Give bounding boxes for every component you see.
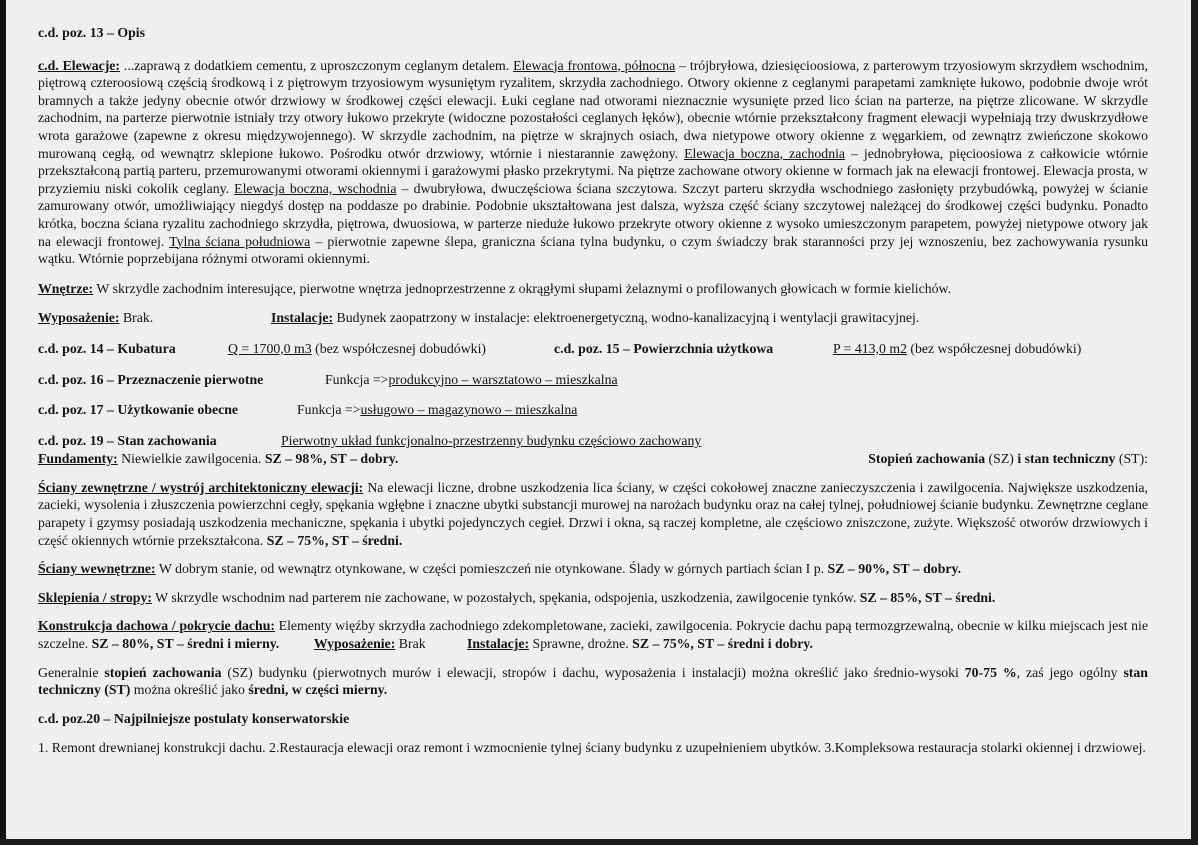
poz19-row (38, 432, 1148, 450)
sciany-zewnetrzne-paragraph (38, 479, 1148, 549)
elewacja-frontowa-label: Elewacja frontowa, północna (513, 57, 676, 73)
wyposazenie-label: Wyposażenie: (38, 310, 120, 326)
generalnie-bold-1: stopień zachowania (104, 664, 222, 680)
powierzchnia-note: (bez współczesnej dobudówki) (906, 340, 1082, 356)
wyposazenie2-text: Brak (395, 636, 426, 652)
elewacje-text-3: – jednobryłowa, pięcioosiowa z całkowicie wtórnie przekształconą partią parteru, przemurowanymi otworami okiennymi i garażowymi płasko przekrytymi. Na piętrze zachowane otwory okienne w formach jak na elewacji frontowej. Elewacja prosta, w przyziemiu niski cokolik ceglany. (38, 145, 1148, 196)
poz20-text: 1. Remont drewnianej konstrukcji dachu. 2.Restauracja elewacji oraz remont i wzmocnienie tylnej ściany budynku z uzupełnieniem ubytków. 3.Kompleksowa restauracja stolarki okiennej i drzwiowej. (38, 740, 1146, 756)
scan-edge-left (0, 0, 6, 845)
poz16-value: produkcyjno – warsztatowo – mieszkalna (388, 371, 618, 387)
elewacje-label: c.d. Elewacje: (38, 57, 121, 73)
instalacje2-rating: SZ – 75%, ST – średni i dobry. (632, 636, 813, 652)
sciana-tylna-label: Tylna ściana południowa (169, 233, 311, 249)
poz16-prefix: Funkcja => (325, 371, 389, 387)
poz17-row (38, 401, 1148, 419)
dach-paragraph (38, 617, 1148, 652)
sklepienia-paragraph (38, 589, 1148, 607)
rating-legend (868, 450, 1148, 468)
wnetrze-label: Wnętrze: (38, 280, 94, 296)
poz19-value: Pierwotny układ funkcjonalno-przestrzenny budynku częściowo zachowany (281, 432, 702, 448)
instalacje2-text: Sprawne, drożne. (529, 636, 633, 652)
dach-rating: SZ – 80%, ST – średni i mierny. (91, 636, 280, 652)
elewacje-text-5: – pierwotnie zapewne ślepa, graniczna ściana tylna budynku, o czym świadczy brak staranności przy jej wznoszeniu, bez zachowywania rysunku wątku. Wtórnie poprzebijana różnymi otworami okiennymi. (38, 233, 1148, 267)
generalnie-text-3: , zaś jego ogólny (1016, 664, 1124, 680)
legend-st: i stan techniczny (1017, 451, 1116, 467)
generalnie-text-2: (SZ) budynku (pierwotnych murów i elewacji, stropów i dachu, wyposażenia i instalacji) można określić jako średnio-wysoki (221, 664, 965, 680)
sciany-zewnetrzne-rating: SZ – 75%, ST – średni. (266, 532, 403, 548)
instalacje-label: Instalacje: (271, 310, 334, 326)
legend-sz: Stopień zachowania (868, 451, 986, 467)
generalnie-bold-4: średni, w części mierny. (248, 682, 388, 698)
sklepienia-rating: SZ – 85%, ST – średni. (859, 589, 996, 605)
poz16-row (38, 371, 1148, 389)
poz17-prefix: Funkcja => (297, 402, 361, 418)
kubatura-value: Q = 1700,0 m3 (228, 340, 312, 356)
sciany-wewnetrzne-label: Ściany wewnętrzne: (38, 561, 156, 577)
scan-edge-bottom (0, 839, 1198, 845)
poz19-label: c.d. poz. 19 – Stan zachowania (38, 432, 217, 448)
sciany-zewnetrzne-text: Na elewacji liczne, drobne uszkodzenia lica ściany, w części cokołowej znaczne zanieczyszczenia i zawilgocenia. Największe uszkodzenia, zacieki, wysolenia i złuszczenia powierzchni cegły, spękania wgłębne i znaczne ubytki substancji murowej na narożach budynku oraz na całej tylnej, południowej ścianie budynku. Zewnętrzne ceglane parapety i gzymsy posiadają uszkodzenia mechaniczne, spękania i ubytki pojedynczych cegieł. Drzwi i okna, są raczej kompletne, ale częściowo zniszczone, zużyte. Większość otworów drzwiowych i część okiennych wtórnie przekształcona. (38, 479, 1148, 548)
elewacja-zachodnia-label: Elewacja boczna, zachodnia (684, 145, 846, 161)
elewacje-text-1: ...zaprawą z dodatkiem cementu, z uproszczonym ceglanym detalem. (120, 57, 514, 73)
legend-sz-abbr: (SZ) (985, 451, 1018, 467)
poz20-heading: c.d. poz.20 – Najpilniejsze postulaty konserwatorskie (38, 710, 350, 726)
sciany-wewnetrzne-rating: SZ – 90%, ST – dobry. (827, 561, 962, 577)
generalnie-paragraph (38, 664, 1148, 699)
elewacje-text-2: – trójbryłowa, dziesięcioosiowa, z parterowym trzyosiowym skrzydłem wschodnim, piętrową czteroosiową częścią środkową i z piętrowym trzyosiowym wysuniętym ryzalitem, skrzydła zachodniego. Otwory okienne z ceglanymi parapetami zamknięte łukowo, podobnie dwoje wrót bramnych a także jedyny obecnie otwór drzwiowy w środkowej części elewacji. Łuki ceglane nad otworami nieznacznie wysunięte przed lico ścian na parterze, na piętrze zlicowane. W skrzydle zachodnim, na parterze pierwotnie istniały trzy otwory łukowo przekryte (widoczne pozostałości ceglanych łęków), obecnie wtórnie przekształcony fragment elewacji wypełniają trzy dwuskrzydłowe wrota garażowe (zapewne z okresu międzywojennego). W skrzydle zachodnim, na piętrze w skrajnych osiach, dwa nietypowe otwory okienne z węgarkiem, od zewnątrz zwieńczone skokowo murowaną cegłą, od wewnątrz sklepione łukowo. Pośrodku otwór drzwiowy, wtórnie i niestarannie zawężony. (38, 57, 1149, 161)
dach-label: Konstrukcja dachowa / pokrycie dachu: (38, 618, 275, 634)
instalacje-block (271, 309, 919, 327)
wnetrze-text: W skrzydle zachodnim interesujące, pierwotne wnętrza jednoprzestrzenne z okrągłymi słupami żelaznymi o profilowanych głowicach w formie kielichów. (93, 280, 952, 296)
poz13-heading: c.d. poz. 13 – Opis (38, 25, 145, 40)
wnetrze-paragraph (38, 280, 1148, 298)
sciany-zewnetrzne-label: Ściany zewnętrzne / wystrój architektoniczny elewacji: (38, 479, 364, 495)
poz15-block (833, 340, 1081, 358)
sklepienia-text: W skrzydle wschodnim nad parterem nie zachowane, w pozostałych, spękania, odspojenia, uszkodzenia, zawilgocenie tynków. (151, 589, 860, 605)
poz16-label: c.d. poz. 16 – Przeznaczenie pierwotne (38, 371, 264, 387)
poz14-label: c.d. poz. 14 – Kubatura (38, 340, 176, 356)
document-page (38, 6, 1148, 757)
poz17-label: c.d. poz. 17 – Użytkowanie obecne (38, 402, 239, 418)
elewacja-wschodnia-label: Elewacja boczna, wschodnia (234, 180, 397, 196)
poz15-label: c.d. poz. 15 – Powierzchnia użytkowa (554, 340, 774, 356)
fundamenty-text: Niewielkie zawilgocenia. (117, 451, 265, 467)
sciany-wewnetrzne-paragraph (38, 560, 1148, 578)
generalnie-text-1: Generalnie (38, 664, 105, 680)
sciany-wewnetrzne-text: W dobrym stanie, od wewnątrz otynkowane, w części pomieszczeń nie otynkowane. Ślady w górnych partiach ścian I p. (155, 561, 828, 577)
wyposazenie2-label: Wyposażenie: (313, 636, 396, 652)
elewacje-text-4: – dwubryłowa, dwuczęściowa ściana szczytowa. Szczyt parteru skrzydła wschodniego zasłonięty przybudówką, powyżej w ścianie zamurowany otwór, umożliwiający niegdyś dostęp na poddasze po drabinie. Podobnie ukształtowana jest dalsza, wyższa część ściany szczytowej należącej do środkowej części budynku. Ponadto krótka, boczna ściana ryzalitu zachodniego skrzydła, piętrowa, dwuosiowa, w parterze nieduże łukowo przekryte otwory okienne z wysoko umieszczonym parapetem, powyżej nietypowe otwory jak na elewacji frontowej. (38, 180, 1148, 249)
legend-st-abbr: (ST): (1115, 451, 1148, 467)
dach-text: Elementy więźby skrzydła zachodniego zdekompletowane, zacieki, zawilgocenia. Pokrycie dachu papą termozgrzewalną, obecnie w kilku miejscach jest nie szczelne. (38, 618, 1148, 652)
fundamenty-block (38, 450, 398, 468)
fundamenty-row (38, 450, 1148, 468)
wyposazenie-text: Brak. (119, 310, 154, 326)
fundamenty-rating: SZ – 98%, ST – dobry. (264, 451, 399, 467)
elewacje-paragraph (38, 57, 1148, 268)
poz14-block (228, 340, 554, 358)
sklepienia-label: Sklepienia / stropy: (38, 589, 152, 605)
kubatura-powierzchnia-row (38, 340, 1148, 358)
instalacje-text: Budynek zaopatrzony w instalacje: elektroenergetyczną, wodno-kanalizacyjną i wentylacji grawitacyjnej. (333, 310, 920, 326)
instalacje2-label: Instalacje: (467, 636, 530, 652)
powierzchnia-value: P = 413,0 m2 (833, 340, 907, 356)
kubatura-note: (bez współczesnej dobudówki) (311, 340, 486, 356)
generalnie-bold-3: stan techniczny (ST) (38, 664, 1148, 698)
fundamenty-label: Fundamenty: (38, 451, 118, 467)
generalnie-text-4: można określić jako (130, 682, 249, 698)
generalnie-percent: 70-75 % (964, 664, 1017, 680)
wyposazenie-block (38, 309, 271, 327)
scan-edge-right (1191, 0, 1198, 845)
poz17-value: usługowo – magazynowo – mieszkalna (360, 402, 578, 418)
wyposazenie-instalacje-row (38, 309, 1148, 327)
